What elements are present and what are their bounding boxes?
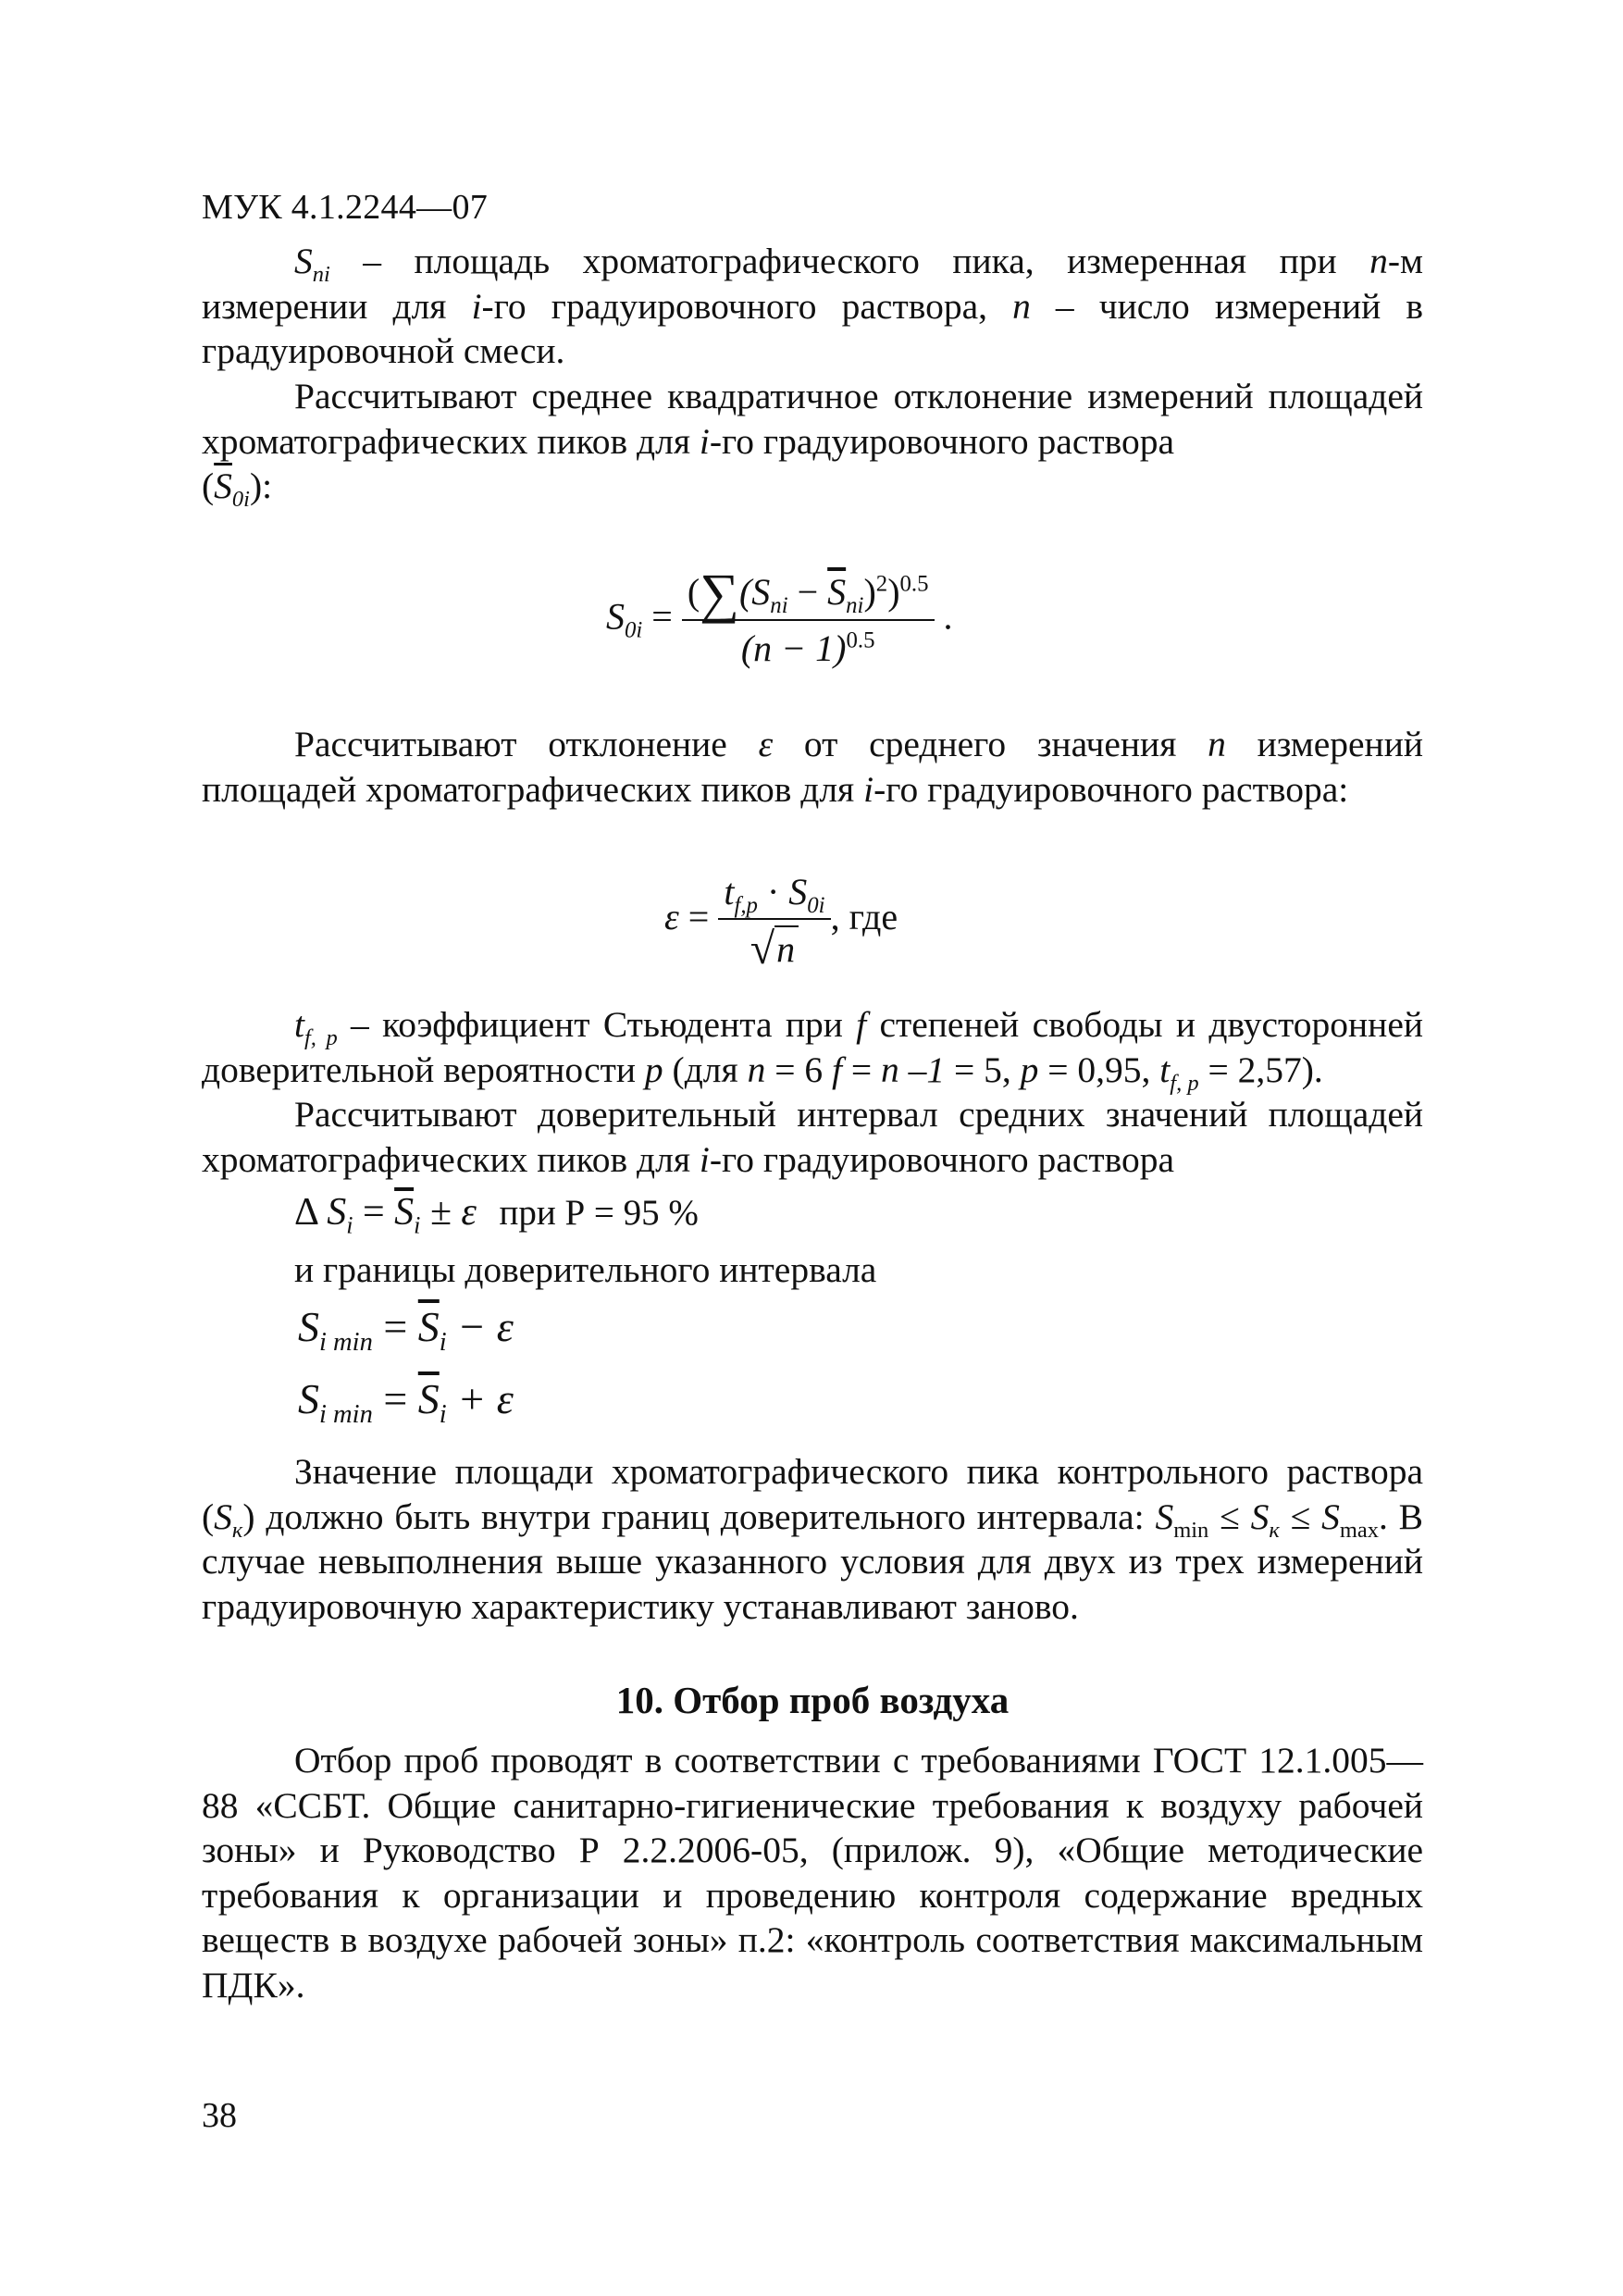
sqrt-icon: √ bbox=[750, 925, 775, 974]
formula-lhs: ε bbox=[664, 896, 679, 938]
text: = 6 bbox=[765, 1049, 832, 1090]
subscript: 0i bbox=[807, 893, 825, 918]
paren: ) bbox=[887, 571, 900, 613]
subscript: 0i bbox=[231, 486, 250, 512]
var-n: n bbox=[1369, 241, 1388, 281]
subscript: i bbox=[414, 1211, 421, 1239]
subscript: i bbox=[346, 1211, 353, 1239]
var-t: t bbox=[1159, 1049, 1171, 1090]
text: Рассчитывают отклонение bbox=[294, 724, 759, 764]
term-bar: $\overline{S}$ bbox=[417, 1375, 440, 1422]
formula-epsilon bbox=[664, 870, 898, 972]
text: -го градуировочного раствора: bbox=[873, 768, 1349, 810]
text: и границы доверительного интервала bbox=[294, 1249, 877, 1290]
formula-delta-s bbox=[294, 1190, 699, 1239]
term: S bbox=[1250, 1496, 1270, 1537]
page-header: МУК 4.1.2244—07 bbox=[202, 188, 489, 227]
subscript: ni bbox=[846, 593, 864, 618]
denominator bbox=[718, 920, 830, 972]
term-bar: $\overline{S}$ bbox=[827, 571, 847, 613]
term: S bbox=[1155, 1496, 1174, 1537]
term: S bbox=[327, 1191, 347, 1234]
denominator bbox=[682, 621, 935, 671]
subscript: 0i bbox=[625, 617, 643, 643]
plus-minus-epsilon: ± ε bbox=[420, 1191, 477, 1234]
var-i: i bbox=[863, 768, 874, 810]
radicand bbox=[774, 925, 799, 972]
paren: ): bbox=[249, 465, 273, 506]
text: , где bbox=[830, 896, 898, 938]
term: S bbox=[298, 1375, 319, 1422]
text: Отбор проб проводят в соответствии с требованиями ГОСТ 12.1.005—88 «ССБТ. Общие санитарно-гигиенические требования к воздуху рабочей зоны» и Руководство Р 2.2.2006-05, (прилож. 9), «Общие методические требования к организации и проведению контроля содержание вредных веществ в воздухе рабочей зоны» п.2: «контроль соответствия максимальным ПДК». bbox=[202, 1740, 1423, 2005]
paragraph-student-coefficient bbox=[202, 1002, 1423, 1096]
text: от среднего значения bbox=[773, 724, 1208, 764]
paragraph-bounds-intro bbox=[294, 1247, 1423, 1293]
text: Значение площади хроматографического пика контрольного раствора ( bbox=[202, 1451, 1423, 1537]
term: S bbox=[214, 1496, 232, 1537]
text: = 2,57). bbox=[1198, 1049, 1323, 1090]
minus: − bbox=[787, 571, 828, 613]
equals: = bbox=[688, 896, 710, 938]
subscript: ni bbox=[312, 261, 330, 287]
symbol-s: S bbox=[294, 241, 313, 281]
term: S bbox=[1321, 1496, 1340, 1537]
term: (S bbox=[738, 571, 771, 613]
var-f: f bbox=[856, 1004, 867, 1045]
delta-symbol: Δ bbox=[294, 1191, 317, 1234]
term: S bbox=[298, 1303, 319, 1350]
subscript: i bbox=[439, 1400, 447, 1430]
var-p: p bbox=[644, 1049, 663, 1090]
equals: = bbox=[353, 1191, 395, 1234]
term: n bbox=[776, 928, 796, 970]
var-p: p bbox=[1020, 1049, 1039, 1090]
plus-epsilon: + ε bbox=[446, 1375, 514, 1422]
text: – число измерений в градуировочной смеси. bbox=[202, 285, 1423, 371]
subscript: f,p bbox=[734, 893, 758, 918]
superscript: 0.5 bbox=[846, 627, 875, 653]
paren: ) bbox=[863, 571, 876, 613]
subscript: ni bbox=[770, 593, 788, 618]
paragraph-control-solution bbox=[202, 1449, 1423, 1629]
subscript: i bbox=[439, 1328, 447, 1358]
formula-s-max bbox=[298, 1373, 514, 1430]
text: ) должно быть внутри границ доверительного интервала: bbox=[242, 1496, 1156, 1537]
var-i: i bbox=[699, 1138, 710, 1180]
equals: = bbox=[651, 595, 673, 638]
superscript: 2 bbox=[875, 571, 888, 597]
var-i: i bbox=[699, 420, 710, 462]
text: (для bbox=[663, 1049, 748, 1090]
expr: n –1 bbox=[880, 1049, 946, 1090]
minus-epsilon: − ε bbox=[446, 1303, 514, 1350]
subscript: i min bbox=[319, 1400, 373, 1430]
text: – коэффициент Стьюдента при bbox=[337, 1004, 857, 1045]
formula-s-min bbox=[298, 1301, 514, 1358]
paragraph-std-deviation bbox=[202, 374, 1423, 512]
term: (n − 1) bbox=[740, 627, 847, 669]
fraction bbox=[682, 563, 935, 671]
less-equal: ≤ bbox=[1279, 1496, 1322, 1537]
text: = 0,95, bbox=[1038, 1049, 1160, 1090]
var-i: i bbox=[471, 285, 482, 327]
formula-lhs: S bbox=[606, 595, 625, 638]
section-heading: 10. Отбор проб воздуха bbox=[615, 1679, 1010, 1721]
numerator bbox=[718, 870, 830, 920]
var-n: n bbox=[1208, 724, 1226, 764]
paragraph-air-sampling bbox=[202, 1738, 1423, 2007]
paren: ( bbox=[202, 465, 215, 506]
text: степеней свободы и двусторонней доверительной вероятности bbox=[202, 1004, 1423, 1090]
period: . bbox=[943, 595, 953, 638]
text: -го градуировочного раствора, bbox=[481, 285, 1013, 327]
subscript: f, p bbox=[1170, 1070, 1199, 1096]
subscript: min bbox=[1173, 1517, 1209, 1543]
paragraph-confidence-interval bbox=[202, 1092, 1423, 1182]
var-epsilon: ε bbox=[758, 724, 774, 764]
subscript: f, p bbox=[304, 1024, 338, 1050]
text: -го градуировочного раствора bbox=[709, 420, 1175, 462]
term-bar: $\overline{S}$ bbox=[394, 1191, 415, 1234]
var-n: n bbox=[747, 1049, 766, 1090]
dot: · bbox=[757, 871, 789, 912]
text: . В случае невыполнения выше указанного условия для двух из трех измерений градуировочную характеристику устанавливают заново. bbox=[202, 1496, 1423, 1627]
less-equal: ≤ bbox=[1208, 1496, 1251, 1537]
sigma-icon: ∑ bbox=[700, 563, 739, 624]
equals: = bbox=[372, 1375, 418, 1422]
var-f: f bbox=[831, 1049, 842, 1090]
text: Рассчитывают доверительный интервал средних значений площадей хроматографических пиков для bbox=[202, 1094, 1423, 1180]
text: -го градуировочного раствора bbox=[709, 1138, 1175, 1180]
subscript: i min bbox=[319, 1328, 373, 1358]
text: Рассчитывают среднее квадратичное отклонение измерений площадей хроматографических пиков для bbox=[202, 376, 1423, 462]
subscript: к bbox=[231, 1517, 243, 1543]
superscript: 0.5 bbox=[899, 571, 929, 597]
paragraph-deviation-epsilon bbox=[202, 722, 1423, 812]
fraction bbox=[718, 870, 830, 972]
var-n: n bbox=[1012, 285, 1031, 327]
subscript: к bbox=[1269, 1517, 1280, 1543]
text: измерений площадей хроматографических пиков для bbox=[202, 724, 1423, 810]
formula-std-deviation bbox=[606, 563, 953, 671]
text: = bbox=[841, 1049, 881, 1090]
term: S bbox=[788, 871, 808, 912]
numerator bbox=[682, 563, 935, 624]
paragraph-definition-sni bbox=[202, 239, 1423, 374]
var-t: t bbox=[294, 1004, 304, 1045]
page-number: 38 bbox=[202, 2096, 237, 2135]
text: при Р = 95 % bbox=[499, 1193, 699, 1233]
symbol-s-bar: $\overline{S}$ bbox=[214, 465, 232, 506]
subscript: max bbox=[1339, 1517, 1379, 1543]
term-bar: $\overline{S}$ bbox=[417, 1303, 440, 1350]
text: – площадь хроматографического пика, измеренная при bbox=[329, 241, 1370, 281]
text: -м измерении для bbox=[202, 241, 1423, 327]
text: = 5, bbox=[945, 1049, 1021, 1090]
equals: = bbox=[372, 1303, 418, 1350]
term: t bbox=[724, 871, 735, 912]
paren: ( bbox=[687, 571, 700, 613]
